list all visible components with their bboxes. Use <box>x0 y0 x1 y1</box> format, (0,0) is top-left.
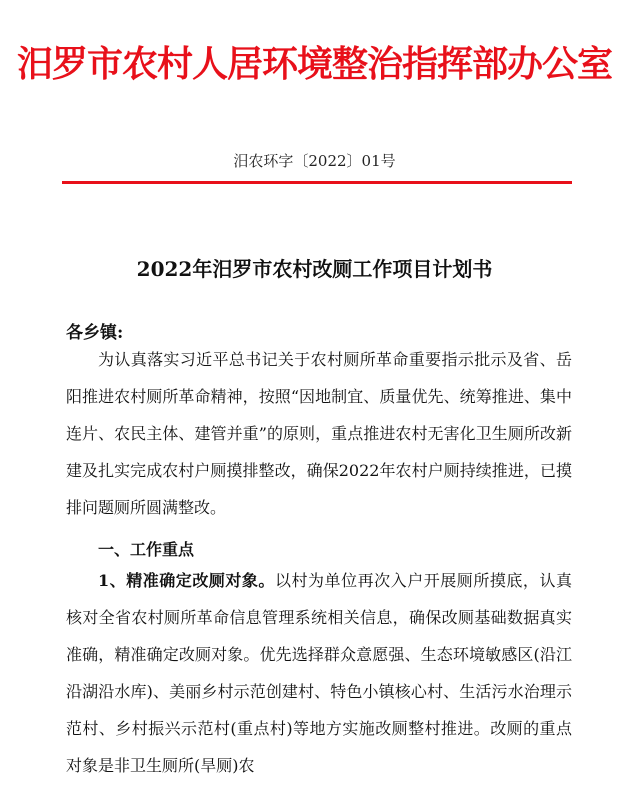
item-1-paragraph <box>66 562 572 784</box>
issuing-office-header: 汨罗市农村人居环境整治指挥部办公室 <box>16 43 612 85</box>
intro-paragraph: 为认真落实习近平总书记关于农村厕所革命重要指示批示及省、岳阳推进农村厕所革命精神，按照“因地制宜、质量优先、统筹推进、集中连片、农民主体、建管并重”的原则，重点推进农村无害化卫生厕所改新建及扎实完成农村户厕摸排整改，确保2022年农村户厕持续推进，已摸排问题厕所圆满整改。 <box>66 350 572 517</box>
document-number: 汨农环字〔2022〕01号 <box>233 152 396 170</box>
salutation: 各乡镇: <box>66 323 124 343</box>
item-1-text: 以村为单位再次入户开展厕所摸底，认真核对全省农村厕所革命信息管理系统相关信息，确保改厕基础数据真实准确，精准确定改厕对象。优先选择群众意愿强、生态环境敏感区(沿江沿湖沿水库)、美丽乡村示范创建村、特色小镇核心村、生活污水治理示范村、乡村振兴示范村(重点村)等地方实施改厕整村推进。改厕的重点对象是非卫生厕所(旱厕)农 <box>66 571 572 775</box>
document-title: 2022年汨罗市农村改厕工作项目计划书 <box>136 257 493 281</box>
red-divider-line <box>62 181 572 184</box>
item-1-lead: 1、精准确定改厕对象。 <box>98 571 275 590</box>
section-heading: 一、工作重点 <box>98 540 195 559</box>
